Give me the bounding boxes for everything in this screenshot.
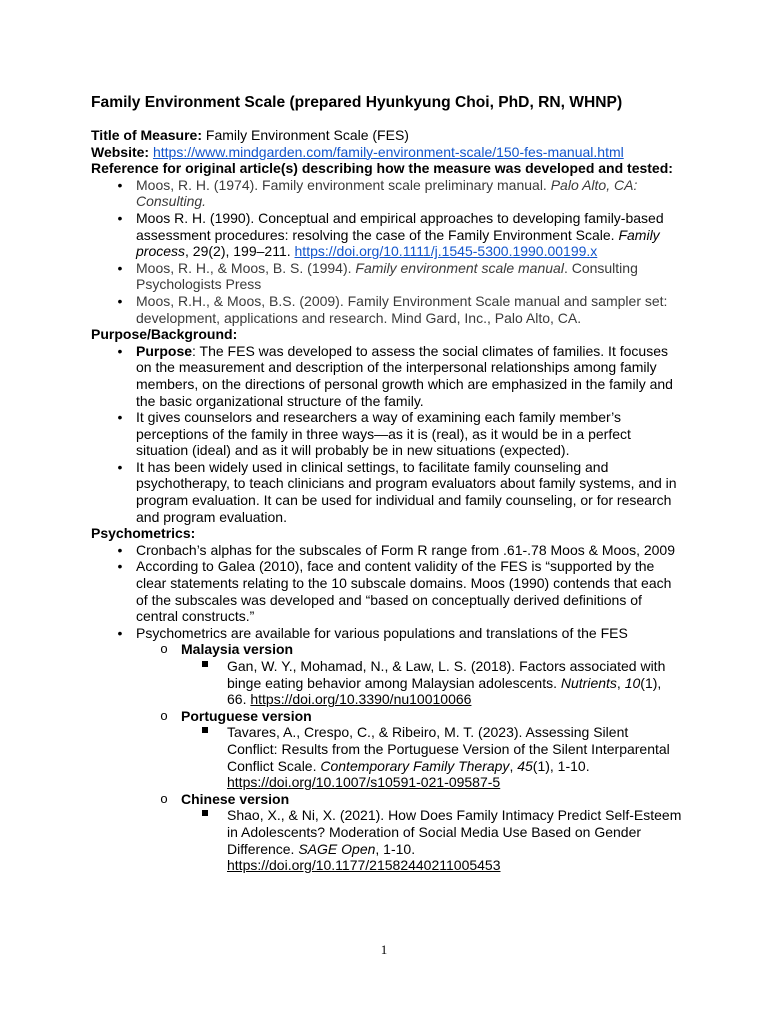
- references-list: [91, 177, 691, 326]
- reference-text-part: . Consulting: [563, 259, 638, 276]
- psychometrics-list: [91, 542, 691, 642]
- bullet-icon: •: [117, 342, 123, 359]
- reference-text: [136, 177, 691, 210]
- version-ref-part: binge eating behavior among Malaysian adolescents.: [227, 674, 561, 691]
- version-ref-italic: 10: [624, 674, 641, 691]
- bullet-icon: •: [117, 292, 123, 309]
- reference-item: [91, 210, 691, 260]
- reference-italic-part: Palo Alto, CA:: [550, 176, 638, 193]
- version-ref-part: Difference.: [227, 840, 299, 857]
- version-ref-part: in Adolescents? Moderation of Social Media Use Based on Gender: [227, 823, 642, 840]
- reference-text: [136, 210, 691, 260]
- purpose-text-part: : The FES was developed to assess the social climates of families. It focuses: [192, 342, 668, 359]
- purpose-text-part: situation (ideal) and as it will probably be in new situations (expected).: [136, 442, 570, 459]
- bullet-icon: •: [117, 176, 123, 193]
- document-title: Family Environment Scale (prepared Hyunkyung Choi, PhD, RN, WHNP): [91, 94, 623, 111]
- reference-text-part: assessment procedures: resolving the case of the Family Environment Scale.: [136, 226, 619, 243]
- version-ref-part: ,: [509, 757, 518, 774]
- website-label: Website:: [91, 143, 150, 160]
- purpose-item: [91, 459, 691, 525]
- square-bullet-icon: [202, 727, 208, 733]
- reference-text-part: Moos, R. H., & Moos, B. S. (1994).: [136, 259, 356, 276]
- psychometrics-text: [136, 558, 691, 624]
- psychometrics-text-part: clear statements relating to the 10 subscale domains. Moos (1990) contends that each: [136, 575, 672, 592]
- doi-link[interactable]: https://doi.org/10.3390/nu10010066: [250, 691, 472, 708]
- version-ref-text: [227, 807, 691, 873]
- purpose-text-part: psychotherapy, to teach clinicians and program evaluators about family systems, and in: [136, 475, 677, 492]
- measure-line: [91, 127, 691, 144]
- website-line: [91, 144, 691, 161]
- version-item: [91, 641, 691, 658]
- square-bullet-icon: [202, 810, 208, 816]
- reference-text-part: , 29(2), 199–211.: [185, 243, 295, 260]
- measure-label: Title of Measure:: [91, 127, 202, 143]
- reference-text-part: Moos, R. H. (1974). Family environment scale preliminary manual.: [136, 176, 551, 193]
- reference-text: [136, 293, 691, 326]
- version-ref-item: [91, 807, 691, 873]
- purpose-text-part: the basic organizational structure of the family.: [136, 392, 424, 409]
- psychometrics-text-part: Cronbach’s alphas for the subscales of Form R range from .61-.78 Moos & Moos, 2009: [136, 541, 676, 558]
- bullet-icon: •: [117, 409, 123, 426]
- purpose-heading: Purpose/Background:: [91, 326, 238, 343]
- reference-item: [91, 177, 691, 210]
- purpose-text-part: and program evaluation.: [136, 508, 287, 525]
- psychometrics-text-part: central constructs.”: [136, 608, 255, 625]
- purpose-bold-label: Purpose: [136, 342, 193, 359]
- psychometrics-text-part: According to Galea (2010), face and content validity of the FES is “supported by the: [136, 558, 655, 575]
- reference-text-part: development, applications and research. Mind Gard, Inc., Palo Alto, CA.: [136, 309, 582, 326]
- psychometrics-text-part: Psychometrics are available for various populations and translations of the FES: [136, 624, 628, 641]
- purpose-text-part: members, on the directions of personal growth which are emphasized in the family and: [136, 375, 673, 392]
- version-ref-part: Tavares, A., Crespo, C., & Ribeiro, M. T. (2023). Assessing Silent: [227, 724, 629, 741]
- bullet-icon: •: [117, 259, 123, 276]
- bullet-icon: •: [117, 558, 123, 575]
- psychometrics-item: [91, 542, 691, 559]
- version-ref-part: 66.: [227, 691, 251, 708]
- version-ref-part: (1),: [640, 674, 662, 691]
- purpose-item: [91, 409, 691, 459]
- reference-text: [136, 260, 691, 293]
- version-item: [91, 708, 691, 725]
- version-ref-item: [91, 658, 691, 708]
- purpose-item: [91, 343, 691, 409]
- reference-item: [91, 293, 691, 326]
- version-name: Chinese version: [181, 790, 290, 807]
- purpose-text-part: It has been widely used in clinical settings, to facilitate family counseling and: [136, 458, 609, 475]
- psychometrics-text: [136, 625, 691, 642]
- reference-text-part: Moos, R.H., & Moos, B.S. (2009). Family Environment Scale manual and sampler set:: [136, 292, 668, 309]
- version-refs: [91, 724, 691, 790]
- version-item: [91, 791, 691, 808]
- website-link[interactable]: https://www.mindgarden.com/family-environment-scale/150-fes-manual.html: [152, 143, 624, 160]
- version-ref-italic: Contemporary Family Therapy: [320, 757, 510, 774]
- bullet-icon: •: [117, 458, 123, 475]
- version-ref-italic: SAGE Open: [298, 840, 376, 857]
- circle-bullet-icon: o: [160, 790, 168, 806]
- reference-italic-part: Family: [618, 226, 660, 243]
- version-ref-part: ,: [616, 674, 625, 691]
- reference-text-part: Psychologists Press: [136, 276, 262, 293]
- bullet-icon: •: [117, 541, 123, 558]
- purpose-text: [136, 409, 691, 459]
- reference-text-part: Moos R. H. (1990). Conceptual and empirical approaches to developing family-based: [136, 209, 664, 226]
- version-ref-italic: 45: [517, 757, 533, 774]
- purpose-list: [91, 343, 691, 526]
- versions-list: [91, 791, 691, 808]
- doi-link[interactable]: https://doi.org/10.1007/s10591-021-09587-5: [227, 774, 501, 791]
- versions-list: [91, 708, 691, 725]
- version-ref-part: Conflict: Results from the Portuguese Version of the Silent Interparental: [227, 740, 670, 757]
- purpose-text: [136, 343, 691, 409]
- purpose-text-part: perceptions of the family in three ways—as it is (real), as it would be in a perfect: [136, 425, 631, 442]
- bullet-icon: •: [117, 624, 123, 641]
- version-ref-item: [91, 724, 691, 790]
- bullet-icon: •: [117, 209, 123, 226]
- purpose-text-part: on the measurement and description of the interpersonal relationships among family: [136, 359, 657, 376]
- reference-item: [91, 260, 691, 293]
- version-ref-part: Conflict Scale.: [227, 757, 321, 774]
- circle-bullet-icon: o: [160, 641, 168, 657]
- version-refs: [91, 658, 691, 708]
- psychometrics-item: [91, 625, 691, 642]
- version-name: Portuguese version: [181, 707, 312, 724]
- psychometrics-item: [91, 558, 691, 624]
- version-ref-part: , 1-10.: [375, 840, 416, 857]
- version-ref-italic: Nutrients: [560, 674, 617, 691]
- square-bullet-icon: [202, 661, 208, 667]
- page-number: 1: [380, 942, 388, 957]
- purpose-text: [136, 459, 691, 525]
- circle-bullet-icon: o: [160, 707, 168, 723]
- document-body: [91, 127, 691, 874]
- version-ref-part: Shao, X., & Ni, X. (2021). How Does Family Intimacy Predict Self-Esteem: [227, 807, 682, 824]
- version-ref-text: [227, 724, 691, 790]
- version-ref-part: (1), 1-10.: [532, 757, 590, 774]
- version-ref-text: [227, 658, 691, 708]
- measure-value: Family Environment Scale (FES): [202, 127, 409, 143]
- versions-list: [91, 641, 691, 658]
- reference-italic-part: process: [136, 243, 186, 260]
- references-heading: Reference for original article(s) describing how the measure was developed and tested:: [91, 160, 673, 177]
- purpose-text-part: It gives counselors and researchers a way of examining each family member’s: [136, 409, 622, 426]
- version-ref-part: Gan, W. Y., Mohamad, N., & Law, L. S. (2018). Factors associated with: [227, 658, 666, 674]
- purpose-text-part: program evaluation. It can be used for individual and family counseling, or for research: [136, 492, 672, 509]
- psychometrics-heading: Psychometrics:: [91, 525, 196, 542]
- reference-italic-part: Consulting.: [136, 193, 207, 210]
- psychometrics-text-part: of the subscales was developed and “based on conceptually derived definitions of: [136, 591, 642, 608]
- reference-italic-part: Family environment scale manual: [355, 259, 564, 276]
- version-name: Malaysia version: [181, 641, 294, 658]
- doi-link[interactable]: https://doi.org/10.1111/j.1545-5300.1990.00199.x: [294, 243, 598, 260]
- version-refs: [91, 807, 691, 873]
- psychometrics-text: [136, 542, 691, 559]
- doi-link[interactable]: https://doi.org/10.1177/21582440211005453: [227, 857, 501, 874]
